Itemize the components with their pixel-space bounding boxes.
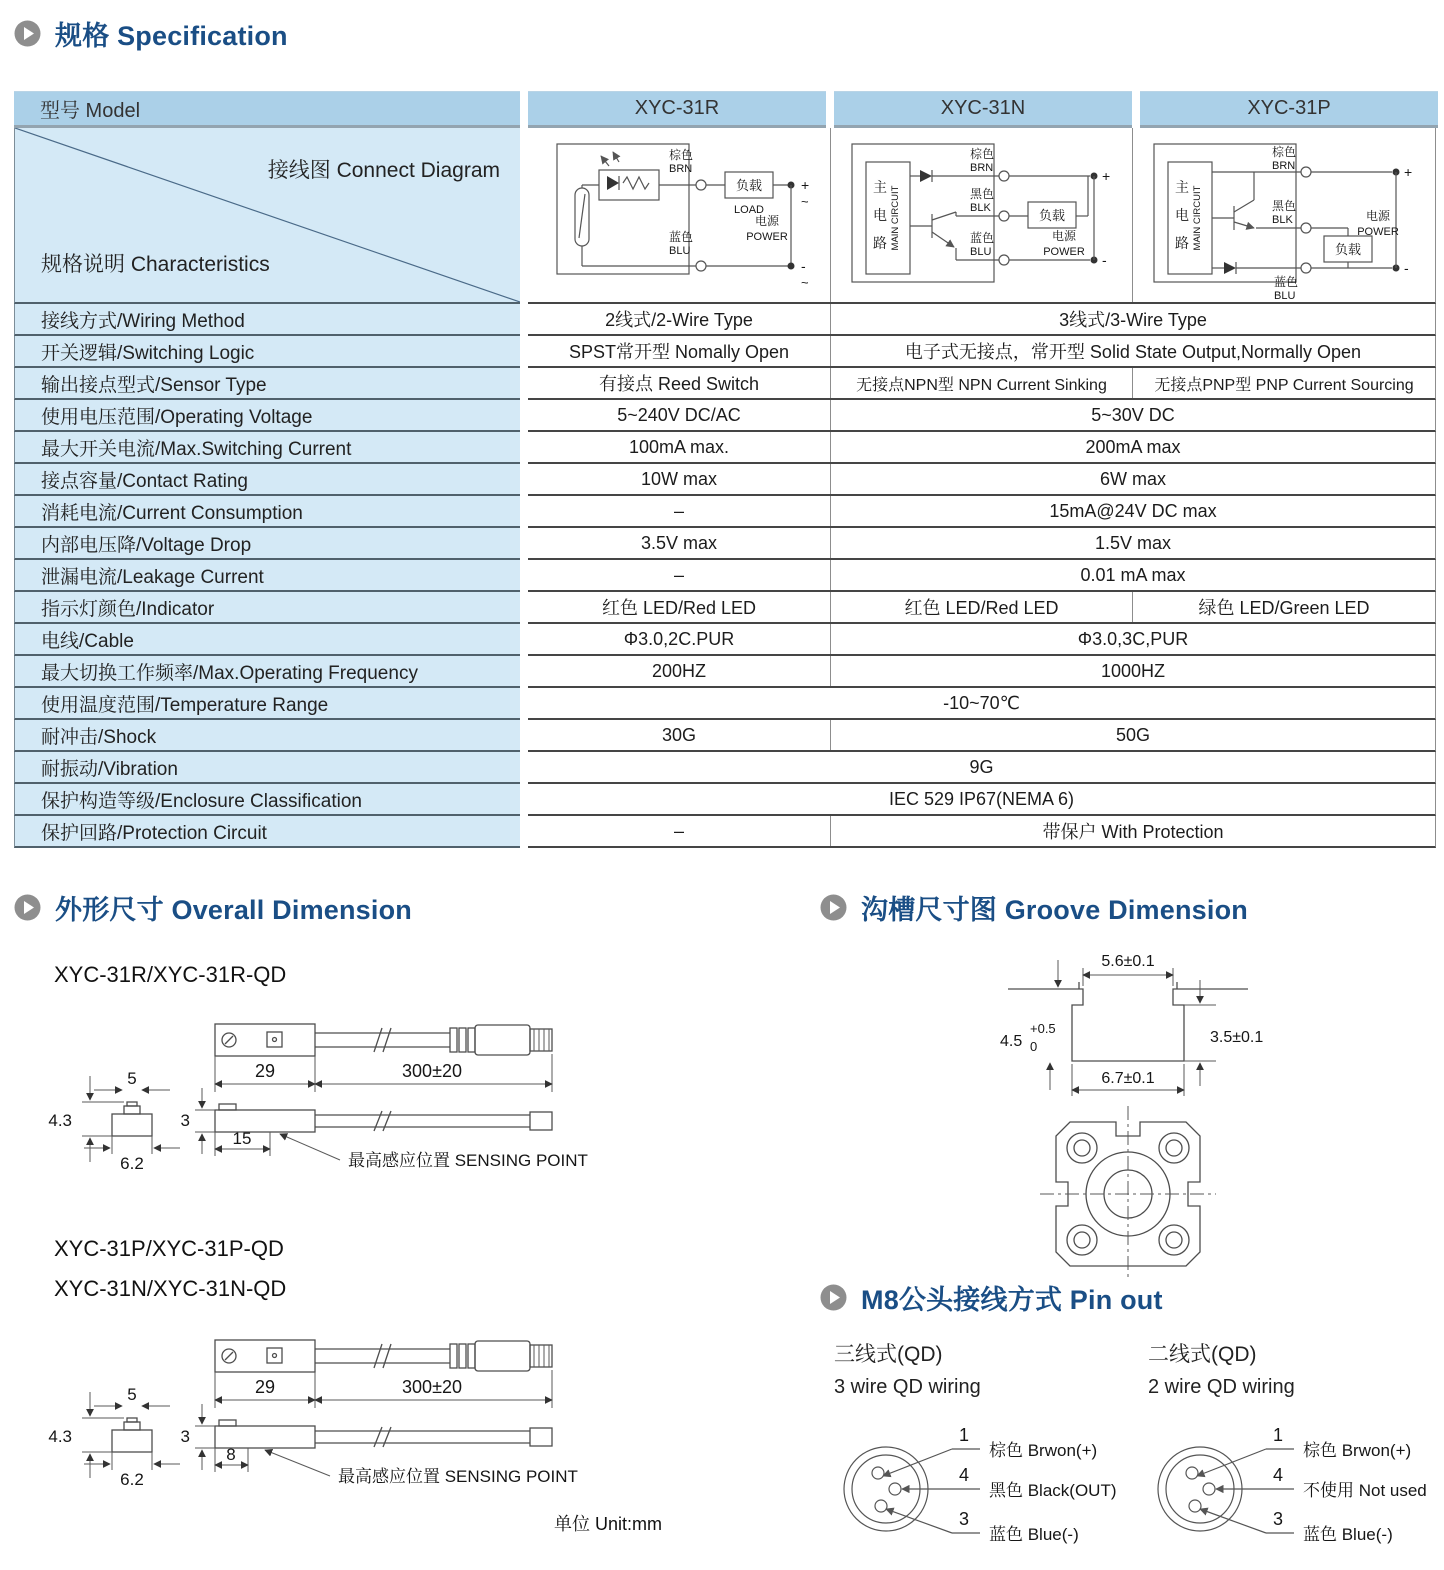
table-row	[14, 624, 1438, 656]
spec-row-label: 泄漏电流/Leakage Current	[14, 560, 520, 592]
spec-row-label: 使用温度范围/Temperature Range	[14, 688, 520, 720]
svg-text:主: 主	[872, 179, 887, 195]
svg-text:蓝色: 蓝色	[969, 231, 994, 245]
spec-cell: 200mA max	[830, 432, 1435, 462]
svg-text:3.5±0.1: 3.5±0.1	[1210, 1029, 1264, 1046]
svg-text:蓝色: 蓝色	[668, 230, 693, 244]
connect-diagram-label: 接线图 Connect Diagram	[267, 159, 500, 182]
spec-cell: 3线式/3-Wire Type	[830, 304, 1435, 334]
table-row	[14, 816, 1438, 848]
table-row	[14, 560, 1438, 592]
table-row	[14, 592, 1438, 624]
model-header-cell: 型号 Model	[14, 91, 520, 128]
svg-text:3: 3	[958, 1509, 970, 1529]
svg-text:棕色: 棕色	[1272, 145, 1297, 159]
svg-text:3: 3	[180, 1427, 190, 1446]
svg-text:BRN: BRN	[969, 162, 993, 174]
svg-text:+0.5: +0.5	[1030, 1021, 1056, 1036]
svg-text:15: 15	[232, 1129, 252, 1148]
svg-text:+: +	[1404, 164, 1413, 180]
svg-text:4: 4	[958, 1465, 970, 1485]
svg-text:BRN: BRN	[668, 163, 693, 175]
svg-text:300±20: 300±20	[402, 1377, 462, 1397]
svg-text:~: ~	[800, 275, 809, 290]
svg-text:黑色 Black(OUT): 黑色 Black(OUT)	[989, 1481, 1117, 1500]
spec-cell: –	[673, 564, 684, 585]
table-row	[14, 784, 1438, 816]
spec-cell: Φ3.0,2C.PUR	[623, 628, 735, 649]
spec-row-label: 开关逻辑/Switching Logic	[14, 336, 520, 368]
svg-text:电: 电	[872, 207, 887, 223]
svg-text:棕色: 棕色	[668, 148, 693, 162]
table-row	[14, 656, 1438, 688]
spec-cell: 1000HZ	[830, 656, 1435, 686]
svg-text:电: 电	[1175, 207, 1190, 223]
svg-text:+: +	[800, 177, 810, 193]
pinout-groups	[834, 1338, 1444, 1570]
spec-cell: –	[673, 500, 684, 521]
spec-cell: 5~30V DC	[830, 400, 1435, 430]
spec-row-label: 电线/Cable	[14, 624, 520, 656]
svg-text:4: 4	[1272, 1465, 1284, 1485]
svg-text:4.3: 4.3	[48, 1427, 72, 1446]
spec-cell: 30G	[661, 724, 697, 745]
spec-cell: 50G	[830, 720, 1435, 750]
svg-text:黑色: 黑色	[969, 187, 994, 201]
spec-row-label: 最大开关电流/Max.Switching Current	[14, 432, 520, 464]
pinout-group-title-en: 2 wire QD wiring	[1148, 1376, 1295, 1398]
page-title: 规格 Specification	[55, 21, 288, 51]
groove-dimension-drawing	[938, 934, 1318, 1279]
svg-text:负载: 负载	[735, 178, 762, 193]
svg-text:MAIN CIRCUIT: MAIN CIRCUIT	[889, 185, 901, 251]
svg-text:6.2: 6.2	[120, 1470, 144, 1489]
svg-text:电源: 电源	[754, 214, 779, 228]
model-label-31n: XYC-31N/XYC-31N-QD	[54, 1276, 287, 1301]
spec-cell: 5~240V DC/AC	[617, 404, 741, 425]
svg-text:BLU: BLU	[1274, 290, 1296, 302]
pinout-group-title-cn: 三线式(QD)	[834, 1343, 943, 1366]
spec-cell: 9G	[969, 756, 994, 777]
m8-connector-diagram	[1148, 1405, 1444, 1565]
table-row	[14, 368, 1438, 400]
spec-section	[14, 14, 1438, 848]
svg-text:BLK: BLK	[969, 202, 991, 214]
dimension-drawing-xyc31pn	[30, 1322, 680, 1532]
model-column-xyc31r: XYC-31R	[528, 91, 826, 128]
svg-text:1: 1	[958, 1425, 970, 1445]
model-label-31r: XYC-31R/XYC-31R-QD	[54, 962, 287, 987]
spec-cell: 200HZ	[651, 660, 707, 681]
svg-text:棕色 Brwon(+): 棕色 Brwon(+)	[1303, 1441, 1412, 1460]
spec-cell: 10W max	[640, 468, 718, 489]
table-row	[14, 528, 1438, 560]
connect-diagram-xyc31n	[830, 128, 1133, 302]
table-row	[14, 752, 1438, 784]
svg-text:负载: 负载	[1335, 242, 1362, 257]
svg-text:300±20: 300±20	[402, 1061, 462, 1081]
svg-text:29: 29	[254, 1377, 276, 1397]
pinout-group-2wire	[1148, 1338, 1444, 1570]
spec-table	[14, 91, 1438, 848]
svg-text:6.7±0.1: 6.7±0.1	[1101, 1070, 1155, 1087]
m8-connector-diagram	[834, 1405, 1136, 1565]
svg-text:BLU: BLU	[969, 246, 991, 258]
right-column	[818, 880, 1444, 1560]
spec-cell: SPST常开型 Nomally Open	[568, 342, 790, 362]
pinout-heading	[820, 1278, 1163, 1317]
spec-cell: 6W max	[830, 464, 1435, 494]
spec-cell: 0.01 mA max	[830, 560, 1435, 590]
spec-cell: 100mA max.	[628, 436, 730, 457]
model-column-xyc31n: XYC-31N	[834, 91, 1132, 128]
spec-cell: IEC 529 IP67(NEMA 6)	[888, 788, 1075, 809]
svg-text:黑色: 黑色	[1272, 199, 1297, 213]
svg-text:3: 3	[180, 1111, 190, 1130]
svg-text:5: 5	[127, 1385, 137, 1404]
svg-text:3: 3	[1272, 1509, 1284, 1529]
unit-label: 单位 Unit:mm	[554, 1514, 662, 1534]
spec-cell: 有接点 Reed Switch	[598, 374, 760, 394]
svg-text:路: 路	[1175, 235, 1190, 251]
table-row	[14, 496, 1438, 528]
svg-text:~: ~	[800, 194, 809, 209]
svg-text:POWER: POWER	[1357, 226, 1399, 238]
spec-row-label: 保护构造等级/Enclosure Classification	[14, 784, 520, 816]
svg-text:电源: 电源	[1051, 229, 1076, 243]
overall-dimension-section	[14, 880, 714, 1560]
svg-text:POWER: POWER	[746, 231, 788, 243]
spec-row-label: 消耗电流/Current Consumption	[14, 496, 520, 528]
dimension-drawing-xyc31r	[30, 1006, 680, 1216]
spec-row-label: 内部电压降/Voltage Drop	[14, 528, 520, 560]
svg-text:4.3: 4.3	[48, 1111, 72, 1130]
spec-cell: 红色 LED/Red LED	[601, 598, 757, 618]
svg-text:5.6±0.1: 5.6±0.1	[1101, 953, 1155, 970]
model-label-31p: XYC-31P/XYC-31P-QD	[54, 1236, 284, 1261]
table-row	[14, 432, 1438, 464]
table-row	[14, 304, 1438, 336]
spec-row-label: 输出接点型式/Sensor Type	[14, 368, 520, 400]
table-row	[14, 336, 1438, 368]
spec-row-label: 指示灯颜色/Indicator	[14, 592, 520, 624]
table-row	[14, 688, 1438, 720]
spec-cell: 绿色 LED/Green LED	[1132, 592, 1435, 622]
play-bullet-icon	[820, 1284, 847, 1311]
spec-cell: -10~70℃	[943, 692, 1020, 713]
spec-cell: 无接点PNP型 PNP Current Sourcing	[1132, 368, 1435, 398]
pinout-group-title-cn: 二线式(QD)	[1148, 1343, 1257, 1366]
svg-text:5: 5	[127, 1069, 137, 1088]
spec-row-label: 保护回路/Protection Circuit	[14, 816, 520, 848]
svg-text:8: 8	[226, 1445, 236, 1464]
spec-row-label: 耐冲击/Shock	[14, 720, 520, 752]
svg-text:POWER: POWER	[1042, 246, 1085, 258]
overall-heading	[14, 888, 412, 927]
svg-text:LOAD: LOAD	[733, 204, 764, 216]
spec-heading	[14, 14, 1438, 53]
svg-text:负载: 负载	[1038, 208, 1065, 223]
svg-text:-: -	[1101, 252, 1107, 268]
diagonal-header-cell	[14, 128, 520, 304]
svg-text:BLU: BLU	[668, 245, 691, 257]
svg-text:电源: 电源	[1366, 209, 1391, 223]
model-column-xyc31p: XYC-31P	[1140, 91, 1438, 128]
spec-cell: Φ3.0,3C,PUR	[830, 624, 1435, 654]
groove-heading	[820, 888, 1248, 927]
spec-cell: 带保户 With Protection	[830, 816, 1435, 846]
pinout-title: M8公头接线方式 Pin out	[861, 1285, 1163, 1315]
svg-text:MAIN CIRCUIT: MAIN CIRCUIT	[1192, 185, 1204, 251]
spec-table-header	[14, 91, 1438, 128]
overall-title: 外形尺寸 Overall Dimension	[55, 895, 412, 925]
spec-row-label: 接点容量/Contact Rating	[14, 464, 520, 496]
table-row	[14, 400, 1438, 432]
spec-cell: –	[673, 820, 684, 841]
connect-diagram-xyc31r	[528, 128, 830, 302]
groove-title: 沟槽尺寸图 Groove Dimension	[861, 895, 1248, 925]
svg-text:蓝色: 蓝色	[1274, 275, 1299, 289]
svg-text:棕色 Brwon(+): 棕色 Brwon(+)	[989, 1441, 1098, 1460]
svg-text:-: -	[1404, 260, 1409, 276]
spec-cell: 3.5V max	[640, 532, 718, 553]
svg-text:-: -	[800, 258, 806, 274]
spec-row-label: 接线方式/Wiring Method	[14, 304, 520, 336]
svg-text:BRN: BRN	[1272, 160, 1296, 172]
table-row	[14, 464, 1438, 496]
svg-text:最高感应位置 SENSING POINT: 最高感应位置 SENSING POINT	[348, 1151, 588, 1170]
svg-text:0: 0	[1030, 1039, 1038, 1054]
pinout-group-title-en: 3 wire QD wiring	[834, 1376, 981, 1398]
spec-cell: 红色 LED/Red LED	[830, 592, 1132, 622]
spec-row-label: 耐振动/Vibration	[14, 752, 520, 784]
svg-text:+: +	[1101, 168, 1110, 184]
svg-text:29: 29	[254, 1061, 276, 1081]
spec-cell: 无接点NPN型 NPN Current Sinking	[830, 368, 1132, 398]
connect-diagram-xyc31p	[1132, 128, 1435, 302]
svg-text:蓝色 Blue(-): 蓝色 Blue(-)	[989, 1525, 1079, 1544]
spec-row-label: 使用电压范围/Operating Voltage	[14, 400, 520, 432]
pinout-group-3wire	[834, 1338, 1136, 1570]
svg-text:蓝色 Blue(-): 蓝色 Blue(-)	[1303, 1525, 1393, 1544]
svg-text:主: 主	[1175, 179, 1190, 195]
spec-row-label: 最大切换工作频率/Max.Operating Frequency	[14, 656, 520, 688]
spec-cell: 1.5V max	[830, 528, 1435, 558]
play-bullet-icon	[14, 894, 41, 921]
svg-text:1: 1	[1272, 1425, 1284, 1445]
connect-diagram-row	[14, 128, 1438, 304]
spec-cell: 15mA@24V DC max	[830, 496, 1435, 526]
play-bullet-icon	[820, 894, 847, 921]
spec-cell: 2线式/2-Wire Type	[605, 310, 753, 330]
svg-text:最高感应位置 SENSING POINT: 最高感应位置 SENSING POINT	[338, 1467, 578, 1486]
svg-text:6.2: 6.2	[120, 1154, 144, 1173]
table-row	[14, 720, 1438, 752]
svg-text:4.5: 4.5	[1000, 1033, 1023, 1050]
svg-text:棕色: 棕色	[969, 147, 994, 161]
svg-text:BLK: BLK	[1272, 214, 1293, 226]
spec-cell: 电子式无接点，常开型 Solid State Output,Normally Open	[830, 336, 1435, 366]
characteristics-label: 规格说明 Characteristics	[41, 253, 270, 276]
svg-text:不使用 Not used: 不使用 Not used	[1303, 1481, 1427, 1500]
svg-text:路: 路	[872, 235, 887, 251]
play-bullet-icon	[14, 20, 41, 47]
